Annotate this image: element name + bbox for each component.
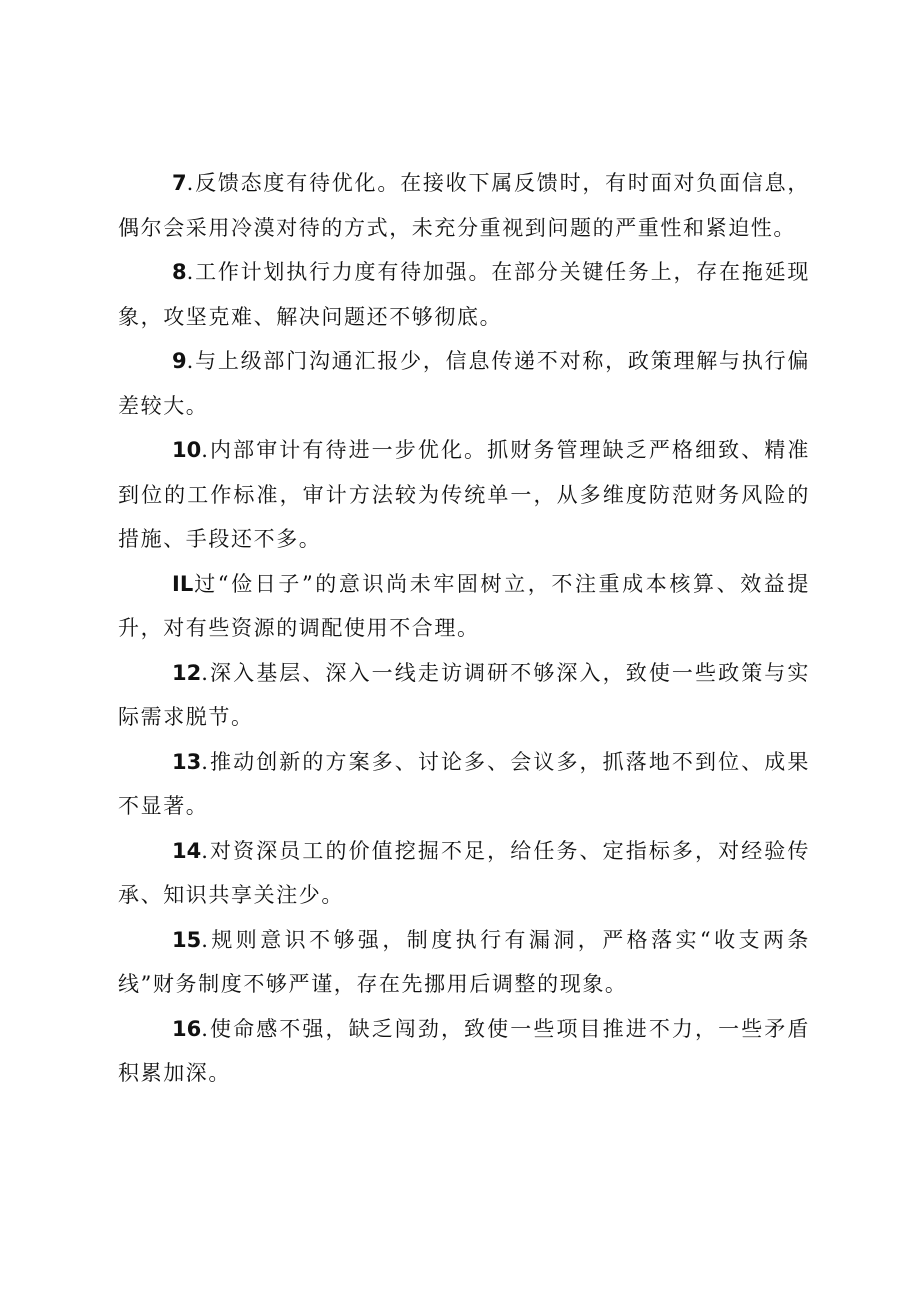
item-number: 13 [172,749,202,774]
list-item [118,339,810,428]
item-text: .使命感不强，缺乏闯劲，致使一些项目推进不力，一些矛盾积累加深。 [118,1016,810,1085]
item-text: .工作计划执行力度有待加强。在部分关键任务上，存在拖延现象，攻坚克难、解决问题还不够彻底。 [118,260,810,329]
item-number: 16 [172,1016,202,1041]
item-number: 9 [172,349,187,373]
list-item [118,829,810,918]
item-text: .与上级部门沟通汇报少，信息传递不对称，政策理解与执行偏差较大。 [118,349,810,418]
list-item [118,740,810,829]
item-number: 7 [172,171,187,195]
item-number: 15 [172,927,202,952]
item-text: 过“俭日子”的意识尚未牢固树立，不注重成本核算、效益提升，对有些资源的调配使用不合理。 [118,571,810,640]
item-text: .规则意识不够强，制度执行有漏洞，严格落实“收支两条线”财务制度不够严谨，存在先挪用后调整的现象。 [118,927,810,996]
list-item [118,428,810,562]
item-text: .反馈态度有待优化。在接收下属反馈时，有时面对负面信息，偶尔会采用冷漠对待的方式，未充分重视到问题的严重性和紧迫性。 [118,171,810,240]
item-text: .对资深员工的价值挖掘不足，给任务、定指标多，对经验传承、知识共享关注少。 [118,838,810,907]
item-number: 14 [172,838,202,863]
item-text: .内部审计有待进一步优化。抓财务管理缺乏严格细致、精准到位的工作标准，审计方法较为传统单一，从多维度防范财务风险的措施、手段还不多。 [118,438,810,551]
item-number: 8 [172,260,187,284]
list-item [118,918,810,1007]
list-item [118,161,810,250]
document-body [118,161,810,1096]
item-number: 10 [172,438,202,462]
list-item [118,1007,810,1096]
list-item [118,562,810,651]
item-text: .深入基层、深入一线走访调研不够深入，致使一些政策与实际需求脱节。 [118,660,810,729]
item-number: IL [172,571,194,596]
list-item [118,651,810,740]
item-text: .推动创新的方案多、讨论多、会议多，抓落地不到位、成果不显著。 [118,749,810,818]
item-number: 12 [172,660,202,685]
list-item [118,250,810,339]
